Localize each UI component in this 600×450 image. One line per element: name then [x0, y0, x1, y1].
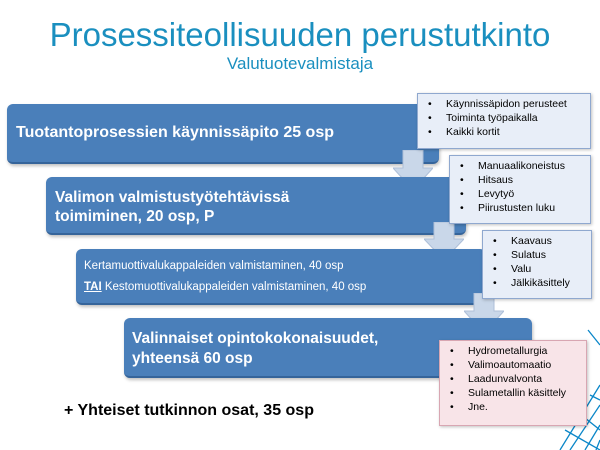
step-4-label-line-2: yhteensä 60 osp — [132, 350, 253, 367]
step-1-bar — [7, 104, 439, 164]
step-3-alternative-keyword: TAI — [84, 281, 102, 293]
note-item: • Sulatus — [491, 248, 585, 262]
step-1-label: Tuotantoprosessien käynnissäpito 25 osp — [16, 124, 334, 141]
step-3-label-line-1: Kertamuottivalukappaleiden valmistaminen, 40 osp — [84, 260, 344, 272]
note-item: • Manuaalikoneistus — [458, 159, 584, 173]
note-item: • Toiminta työpaikalla — [426, 111, 584, 125]
step-3-alternative-text: Kestomuottivalukappaleiden valmistaminen, 40 osp — [101, 281, 367, 293]
note-item: • Kaikki kortit — [426, 125, 584, 139]
note-item: • Jne. — [448, 400, 580, 414]
step-2-notes — [449, 155, 591, 224]
step-2-label-line-2: toimiminen, 20 osp, P — [55, 208, 215, 225]
note-item: • Valu — [491, 262, 585, 276]
note-item: • Kaavaus — [491, 234, 585, 248]
note-item: • Jälkikäsittely — [491, 276, 585, 290]
page-subtitle: Valutuotevalmistaja — [226, 54, 374, 73]
step-2-bar — [46, 177, 466, 235]
note-item: • Laadunvalvonta — [448, 372, 580, 386]
note-item: • Sulametallin käsittely — [448, 386, 580, 400]
note-item: • Piirustusten luku — [458, 201, 584, 215]
step-4-label-line-1: Valinnaiset opintokokonaisuudet, — [132, 330, 379, 347]
page-title: Prosessiteollisuuden perustutkinto — [49, 16, 551, 53]
step-3-bar — [76, 249, 486, 305]
step-2-label-line-1: Valimon valmistustyötehtävissä — [55, 189, 290, 206]
step-3-label-line-2 — [84, 281, 366, 293]
note-item: • Hydrometallurgia — [448, 344, 580, 358]
step-4-notes — [439, 340, 587, 426]
common-units-note: + Yhteiset tutkinnon osat, 35 osp — [64, 402, 314, 419]
step-1-notes — [417, 93, 591, 149]
note-item: • Hitsaus — [458, 173, 584, 187]
note-item: • Valimoautomaatio — [448, 358, 580, 372]
step-3-notes — [482, 230, 592, 299]
note-item: • Käynnissäpidon perusteet — [426, 97, 584, 111]
note-item: • Levytyö — [458, 187, 584, 201]
